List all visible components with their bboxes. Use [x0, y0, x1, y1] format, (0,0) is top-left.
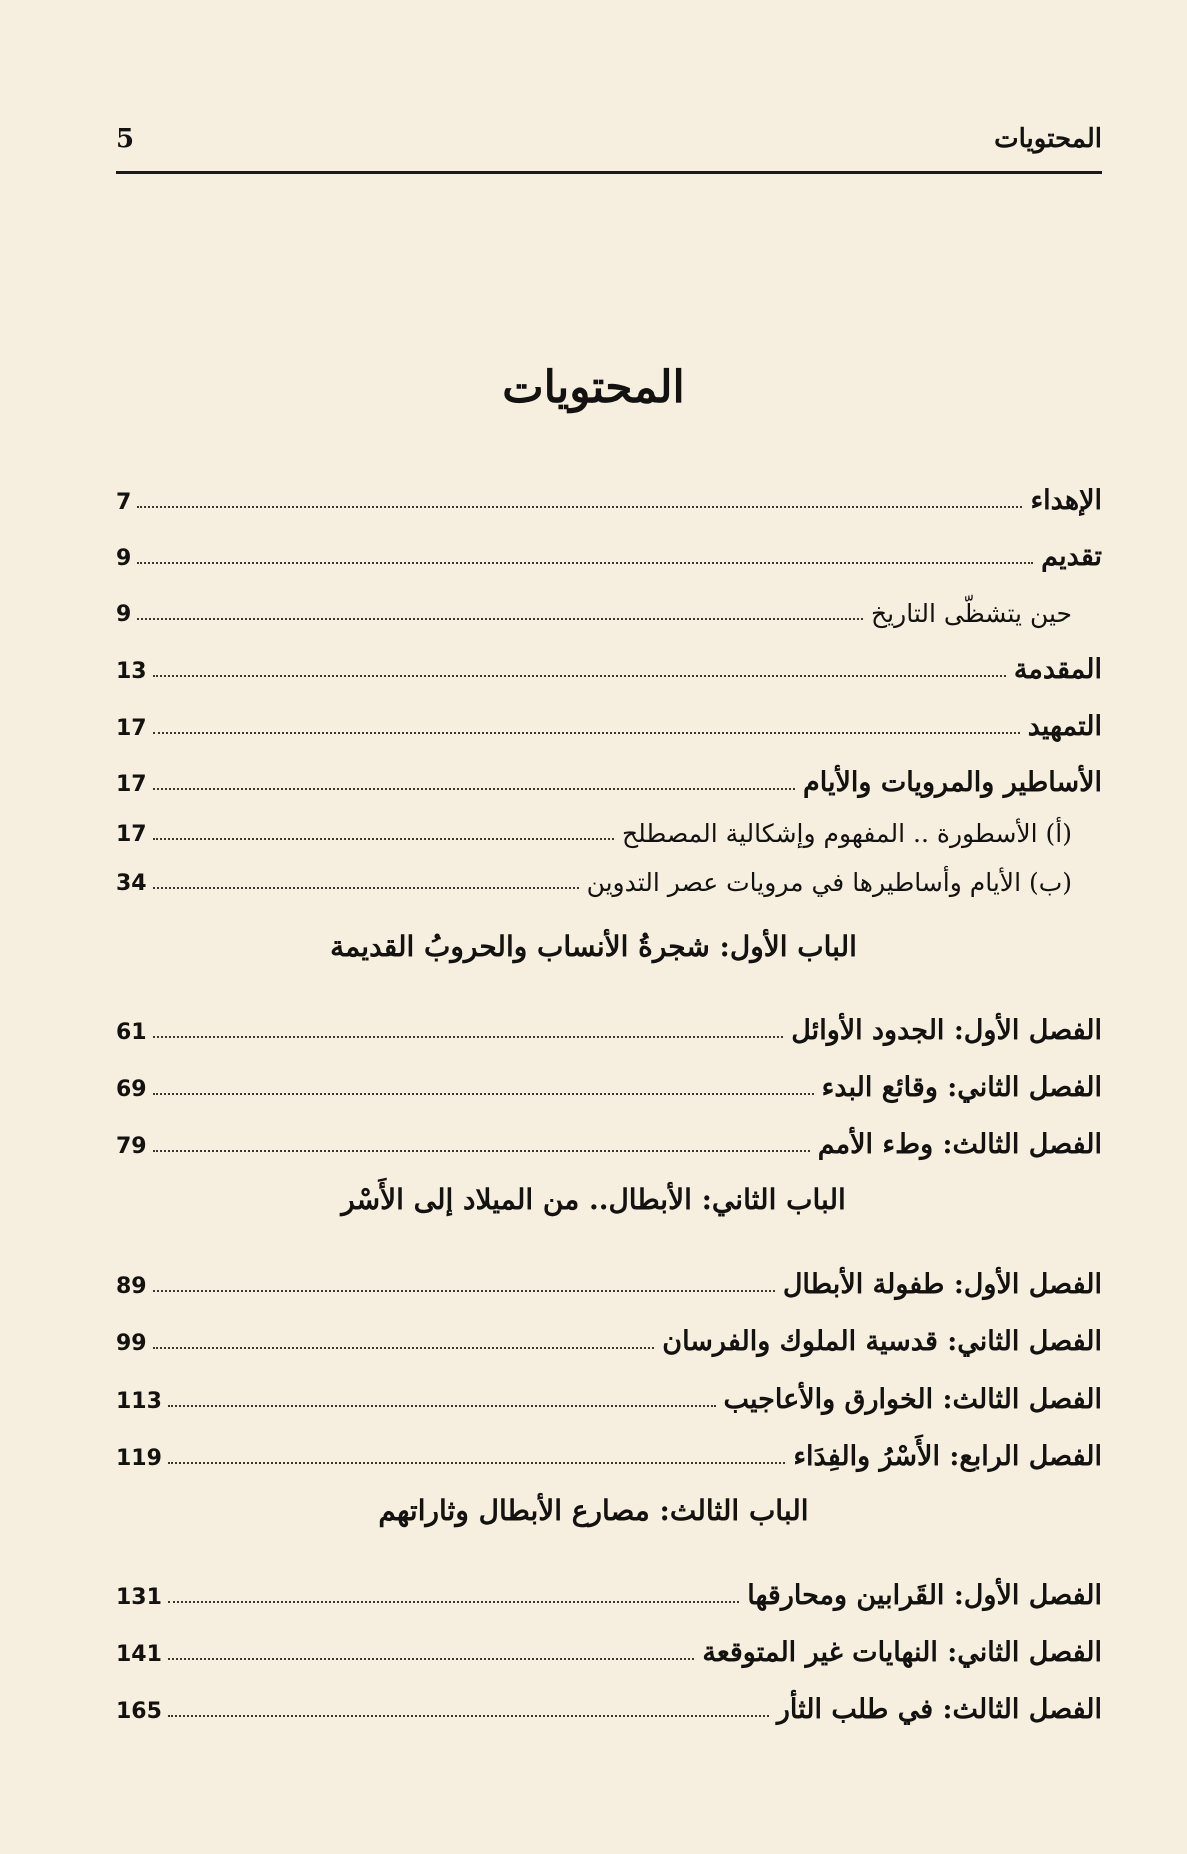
toc-chapter[interactable]	[116, 1309, 1102, 1355]
dot-leader	[153, 788, 795, 790]
dot-leader	[153, 732, 1020, 734]
toc-entry-page: 7	[116, 490, 132, 515]
dot-leader	[168, 1601, 739, 1603]
toc-chapter[interactable]	[116, 1424, 1102, 1470]
toc-entry-label: الفصل الثالث: الخوارق والأعاجيب	[723, 1384, 1102, 1415]
dot-leader	[153, 1347, 655, 1349]
toc-entry-sub[interactable]	[116, 849, 1072, 895]
part-heading: الباب الثالث: مصارع الأبطال وثاراتهم	[378, 1494, 809, 1527]
toc-entry-label: الأساطير والمرويات والأيام	[803, 767, 1102, 798]
toc-entry-label: الفصل الأول: القَرابين ومحارقها	[747, 1580, 1102, 1611]
toc-entry-label: الفصل الثاني: قدسية الملوك والفرسان	[662, 1326, 1102, 1357]
toc-entry-label: الفصل الثالث: وطء الأمم	[817, 1129, 1102, 1160]
dot-leader	[137, 618, 863, 620]
toc-entry-sub[interactable]	[116, 580, 1072, 626]
toc-entry-page: 17	[116, 822, 147, 847]
running-title: المحتويات	[994, 124, 1102, 154]
toc-entry-label: (ب) الأيام وأساطيرها في مرويات عصر التدوين	[586, 868, 1072, 897]
toc-entry-page: 89	[116, 1274, 147, 1299]
toc-entry-label: تقديم	[1041, 541, 1102, 572]
dot-leader	[153, 1036, 784, 1038]
toc-entry-page: 34	[116, 871, 147, 896]
toc-entry-label: الفصل الثاني: وقائع البدء	[821, 1072, 1102, 1103]
toc-entry-page: 141	[116, 1642, 162, 1667]
dot-leader	[153, 1093, 814, 1095]
part-heading: الباب الأول: شجرةُ الأنساب والحروبُ القديمة	[330, 930, 857, 963]
dot-leader	[153, 838, 614, 840]
toc-entry-page: 13	[116, 659, 147, 684]
dot-leader	[153, 887, 579, 889]
dot-leader	[168, 1658, 694, 1660]
dot-leader	[153, 1290, 775, 1292]
page-title: المحتويات	[502, 362, 685, 413]
page-number: 5	[116, 124, 135, 154]
toc-chapter[interactable]	[116, 1563, 1102, 1609]
toc-entry-page: 79	[116, 1134, 147, 1159]
dot-leader	[137, 506, 1022, 508]
toc-entry-sub[interactable]	[116, 800, 1072, 846]
toc-entry-page: 17	[116, 716, 147, 741]
header-rule	[116, 171, 1102, 174]
dot-leader	[153, 675, 1006, 677]
toc-chapter[interactable]	[116, 1367, 1102, 1413]
toc-entry-preface[interactable]	[116, 694, 1102, 740]
toc-entry-introduction[interactable]	[116, 637, 1102, 683]
toc-entry-page: 9	[116, 602, 132, 627]
toc-entry-myths[interactable]	[116, 750, 1102, 796]
toc-chapter[interactable]	[116, 1112, 1102, 1158]
toc-chapter[interactable]	[116, 1620, 1102, 1666]
toc-entry-page: 99	[116, 1331, 147, 1356]
dot-leader	[137, 562, 1033, 564]
toc-entry-label: الإهداء	[1030, 485, 1102, 516]
running-header	[116, 118, 1102, 170]
toc-entry-page: 17	[116, 772, 147, 797]
toc-entry-label: الفصل الأول: طفولة الأبطال	[782, 1269, 1102, 1300]
toc-entry-page: 9	[116, 546, 132, 571]
toc-chapter[interactable]	[116, 1252, 1102, 1298]
toc-entry-label: حين يتشظّى التاريخ	[871, 599, 1072, 628]
toc-entry-page: 61	[116, 1020, 147, 1045]
toc-entry-foreword[interactable]	[116, 524, 1102, 570]
toc-entry-label: الفصل الرابع: الأَسْرُ والفِدَاء	[793, 1441, 1102, 1472]
toc-chapter[interactable]	[116, 1055, 1102, 1101]
toc-entry-page: 69	[116, 1077, 147, 1102]
toc-entry-label: المقدمة	[1013, 654, 1102, 685]
toc-chapter[interactable]	[116, 1677, 1102, 1723]
part-heading: الباب الثاني: الأبطال.. من الميلاد إلى الأَسْر	[341, 1183, 846, 1216]
toc-entry-label: الفصل الثاني: النهايات غير المتوقعة	[702, 1637, 1102, 1668]
dot-leader	[153, 1150, 810, 1152]
toc-entry-label: الفصل الثالث: في طلب الثأر	[776, 1694, 1102, 1725]
toc-entry-page: 113	[116, 1389, 162, 1414]
toc-entry-label: التمهيد	[1027, 711, 1102, 742]
dot-leader	[168, 1462, 785, 1464]
toc-entry-page: 131	[116, 1585, 162, 1610]
toc-entry-dedication[interactable]	[116, 468, 1102, 514]
toc-entry-label: (أ) الأسطورة .. المفهوم وإشكالية المصطلح	[622, 819, 1072, 848]
dot-leader	[168, 1405, 716, 1407]
toc-entry-label: الفصل الأول: الجدود الأوائل	[791, 1015, 1102, 1046]
toc-entry-page: 165	[116, 1699, 162, 1724]
dot-leader	[168, 1715, 769, 1717]
toc-chapter[interactable]	[116, 998, 1102, 1044]
toc-entry-page: 119	[116, 1446, 162, 1471]
